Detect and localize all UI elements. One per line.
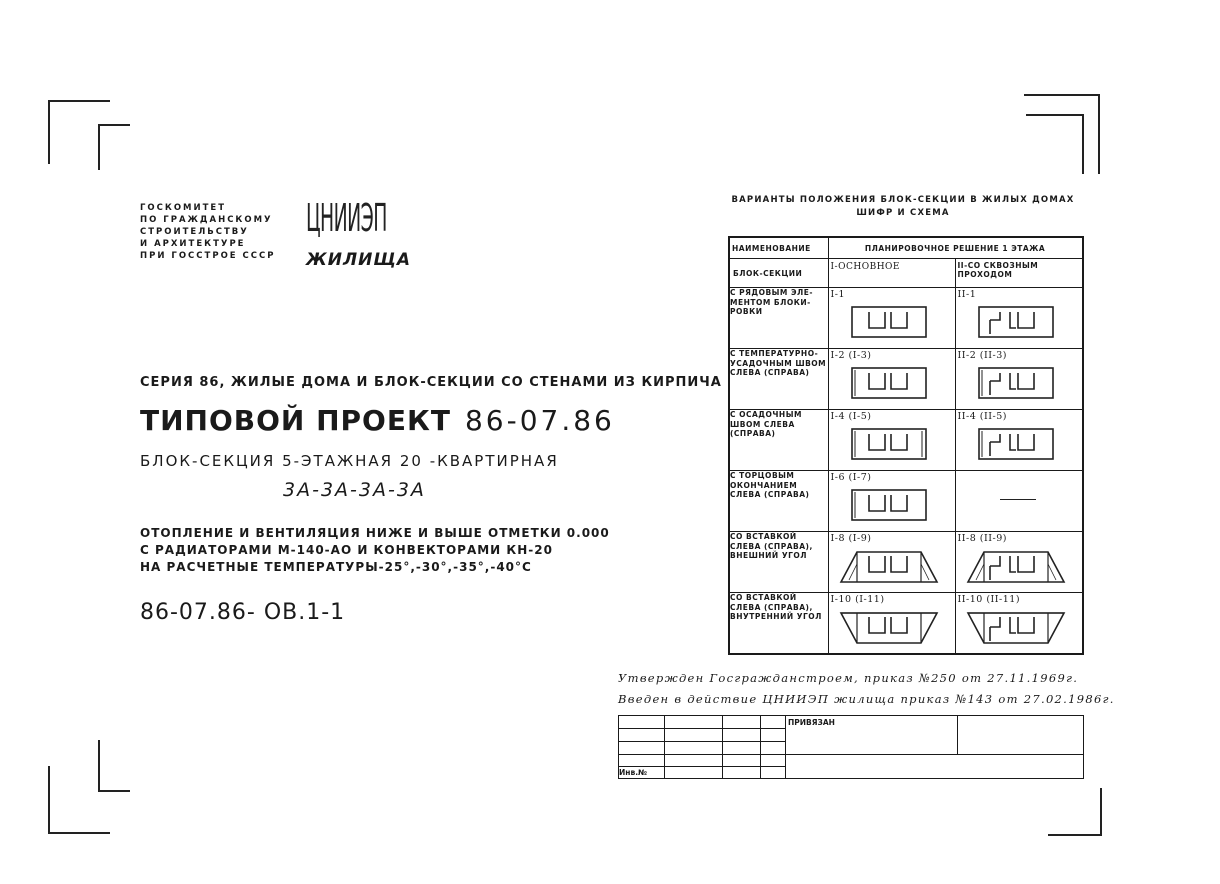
org-line: ГОСКОМИТЕТ — [140, 203, 227, 213]
crop-mark-bottom-left-inner — [98, 740, 130, 792]
project-number: 86-07.86 — [464, 404, 615, 437]
variant-code: I-6 (I-7) — [830, 472, 872, 483]
scheme-outer-corner-icon — [839, 550, 939, 584]
header-col2: II-СО СКВОЗНЫМ ПРОХОДОМ — [955, 259, 1083, 288]
variant-cell — [828, 471, 955, 532]
block-description: БЛОК-СЕКЦИЯ 5-ЭТАЖНАЯ 20 -КВАРТИРНАЯ — [140, 452, 559, 470]
variant-code: II-4 (II-5) — [957, 411, 1007, 422]
variant-code: I-1 — [830, 289, 846, 300]
org-line: ПРИ ГОССТРОЕ СССР — [140, 251, 276, 261]
variant-cell — [955, 471, 1083, 532]
heating-description — [140, 525, 610, 576]
scheme-inner-corner-icon — [839, 611, 939, 645]
variant-cell — [955, 410, 1083, 471]
variant-code: II-2 (II-3) — [957, 350, 1007, 361]
heating-line: С РАДИАТОРАМИ М-140-АО И КОНВЕКТОРАМИ КН-20 — [140, 543, 553, 557]
scheme-passage-icon — [978, 367, 1054, 399]
header-name-line1: НАИМЕНОВАНИЕ — [729, 237, 828, 259]
variant-cell — [955, 532, 1083, 593]
variant-cell — [828, 593, 955, 655]
no-variant-dash — [1000, 499, 1036, 500]
scheme-basic-icon — [851, 306, 927, 338]
logo-main-text: ЦНИИЭП — [306, 196, 387, 240]
project-title-text: ТИПОВОЙ ПРОЕКТ — [140, 404, 451, 437]
series-line: СЕРИЯ 86, ЖИЛЫЕ ДОМА И БЛОК-СЕКЦИИ СО СТЕНАМИ ИЗ КИРПИЧА — [140, 375, 722, 390]
scheme-passage-icon — [978, 306, 1054, 338]
stamp-inventory-label: Инв.№ — [619, 767, 665, 779]
variants-title-line: ШИФР И СХЕМА — [856, 208, 950, 218]
organization-block — [140, 202, 276, 262]
scheme-outer-corner-passage-icon — [966, 550, 1066, 584]
variants-title — [728, 194, 1078, 220]
scheme-basic-icon — [851, 428, 927, 460]
approval-line: Утвержден Госгражданстроем, приказ №250 от 27.11.1969г. — [618, 671, 1079, 685]
variant-code: I-10 (I-11) — [830, 594, 885, 605]
row-label: С ТЕМПЕРАТУРНО-УСАДОЧНЫМ ШВОМ СЛЕВА (СПРАВА) — [729, 349, 828, 410]
variant-cell — [828, 532, 955, 593]
project-title — [140, 404, 615, 437]
variant-code: I-4 (I-5) — [830, 411, 872, 422]
approval-block — [618, 668, 1115, 710]
crop-mark-bottom-right-outer — [1048, 788, 1102, 836]
variant-cell — [828, 349, 955, 410]
heating-line: ОТОПЛЕНИЕ И ВЕНТИЛЯЦИЯ НИЖЕ И ВЫШЕ ОТМЕТКИ 0.000 — [140, 526, 610, 540]
crop-mark-top-right-inner — [1026, 114, 1084, 174]
stamp-table — [618, 715, 1084, 779]
row-label: С РЯДОВЫМ ЭЛЕ-МЕНТОМ БЛОКИ-РОВКИ — [729, 288, 828, 349]
org-line: И АРХИТЕКТУРЕ — [140, 239, 246, 249]
row-label: СО ВСТАВКОЙ СЛЕВА (СПРАВА), ВНУТРЕННИЙ УГОЛ — [729, 593, 828, 655]
scheme-basic-icon — [851, 489, 927, 521]
variant-cell — [955, 349, 1083, 410]
header-col1: I-ОСНОВНОЕ — [828, 259, 955, 288]
variant-code: I-2 (I-3) — [830, 350, 872, 361]
variant-cell — [955, 593, 1083, 655]
logo-sub-text: ЖИЛИЩА — [306, 250, 412, 270]
block-codes: 3А-3А-3А-3А — [283, 479, 426, 501]
header-solution: ПЛАНИРОВОЧНОЕ РЕШЕНИЕ 1 ЭТАЖА — [828, 237, 1083, 259]
scheme-passage-icon — [978, 428, 1054, 460]
variant-cell — [955, 288, 1083, 349]
approval-line: Введен в действие ЦНИИЭП жилища приказ №143 от 27.02.1986г. — [618, 692, 1115, 706]
org-line: СТРОИТЕЛЬСТВУ — [140, 227, 249, 237]
document-code: 86-07.86- ОВ.1-1 — [140, 600, 346, 625]
crop-mark-top-left-inner — [98, 124, 130, 170]
row-label: С ОСАДОЧНЫМ ШВОМ СЛЕВА (СПРАВА) — [729, 410, 828, 471]
variants-table — [728, 236, 1084, 655]
heating-line: НА РАСЧЕТНЫЕ ТЕМПЕРАТУРЫ-25°,-30°,-35°,-40°С — [140, 560, 532, 574]
scheme-basic-icon — [851, 367, 927, 399]
org-line: ПО ГРАЖДАНСКОМУ — [140, 215, 273, 225]
variant-cell — [828, 410, 955, 471]
stamp-attached-label: ПРИВЯЗАН — [786, 716, 958, 755]
variant-code: II-1 — [957, 289, 977, 300]
header-name-line2: БЛОК-СЕКЦИИ — [729, 259, 828, 288]
variants-title-line: ВАРИАНТЫ ПОЛОЖЕНИЯ БЛОК-СЕКЦИИ В ЖИЛЫХ ДОМАХ — [731, 195, 1075, 205]
variant-cell — [828, 288, 955, 349]
row-label: СО ВСТАВКОЙ СЛЕВА (СПРАВА), ВНЕШНИЙ УГОЛ — [729, 532, 828, 593]
variant-code: I-8 (I-9) — [830, 533, 872, 544]
variant-code: II-10 (II-11) — [957, 594, 1021, 605]
scheme-inner-corner-passage-icon — [966, 611, 1066, 645]
row-label: С ТОРЦОВЫМ ОКОНЧАНИЕМ СЛЕВА (СПРАВА) — [729, 471, 828, 532]
variant-code: II-8 (II-9) — [957, 533, 1007, 544]
